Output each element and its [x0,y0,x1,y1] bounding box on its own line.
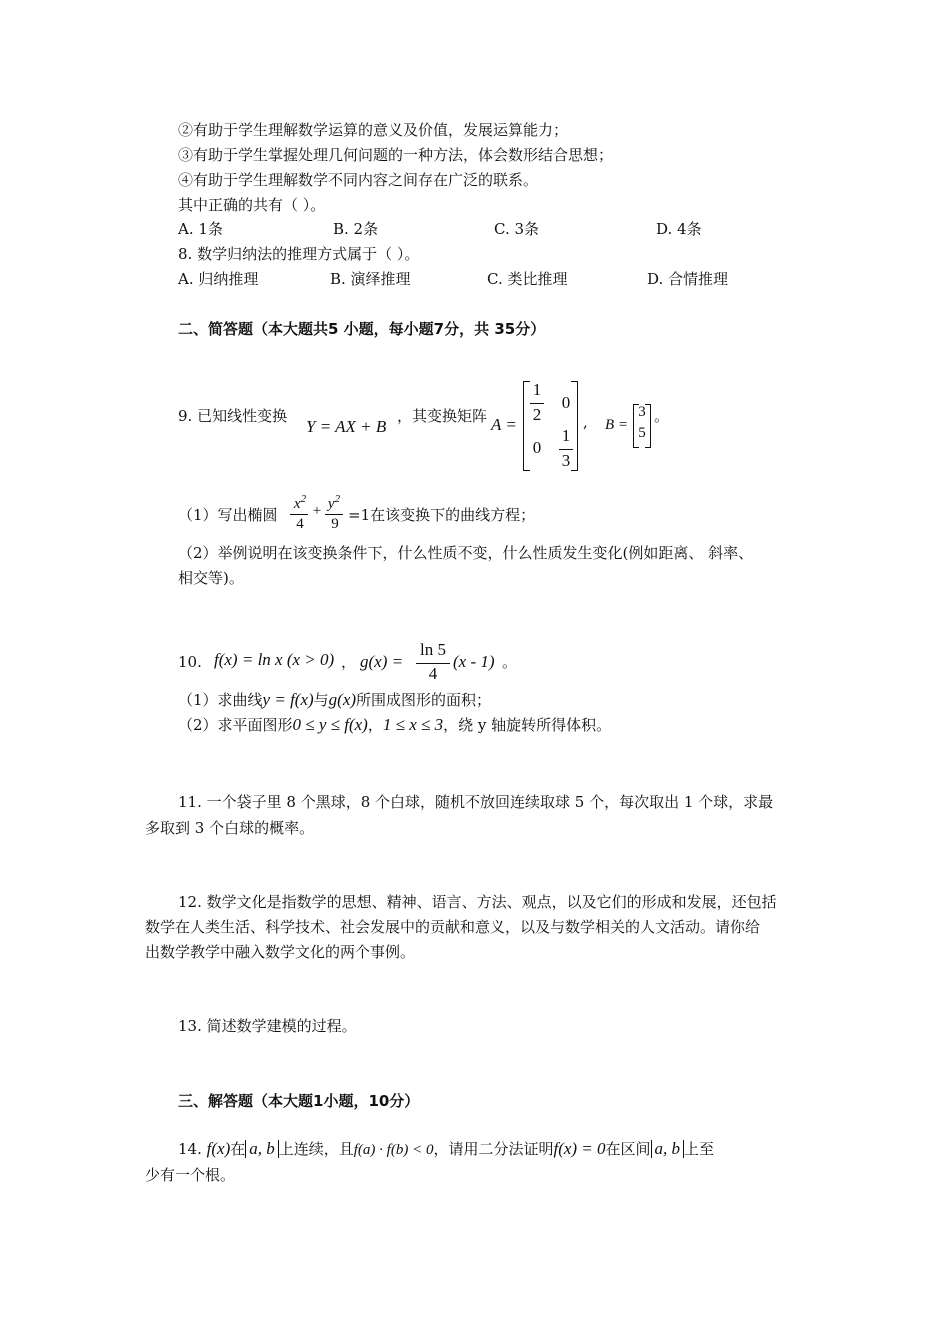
q14-line2: 少有一个根。 [145,1166,236,1184]
matrix-b-1: 3 [638,404,646,420]
matrix-b-2: 5 [638,425,646,441]
section-2-title: 二、简答题（本大题共5 小题，每小题7分，共 35分） [178,320,546,338]
q9-part2-line2: 相交等)。 [178,569,244,587]
q7-choice-a: A. 1条 [178,220,223,238]
matrix-a-21: 0 [532,438,542,457]
matrix-a-11-num: 1 [532,380,542,399]
q10-g-den: 4 [428,664,438,683]
q9-part2-line1: （2）举例说明在该变换条件下，什么性质不变，什么性质发生变化(例如距离、 斜率、 [178,544,754,562]
matrix-a-22-num: 1 [561,426,571,445]
matrix-a-12: 0 [561,393,571,412]
q9-part1-suffix: =1在该变换下的曲线方程； [348,506,536,524]
q10-part1: （1）求曲线y = f(x)与g(x)所围成图形的面积； [178,690,492,709]
matrix-a-label: A = [491,415,517,434]
interval-1: a, b [245,1140,279,1158]
question-7-ask: 其中正确的共有（ ）。 [178,196,326,214]
q7-choice-b: B. 2条 [333,220,379,238]
q10-g-num: ln 5 [420,640,446,659]
q9-mid: ，其变换矩阵 [397,407,488,425]
q12-line1: 12. 数学文化是指数学的思想、精神、语言、方法、观点，以及它们的形成和发展，还包括 [178,893,777,911]
ellipse-x-den: 4 [296,516,304,532]
q9-part1-prefix: （1）写出椭圆 [178,506,278,524]
q9-prefix: 9. 已知线性变换 [178,407,288,425]
q8-choice-d: D. 合情推理 [647,270,729,288]
q12-line3: 出数学教学中融入数学文化的两个事例。 [145,943,416,961]
q9-end: 。 [654,407,670,425]
ellipse-x-num: $x^2$ [293,493,307,512]
q9-formula: Y = AX + B [306,417,387,436]
ellipse-y-den: 9 [331,516,339,532]
q9-comma: , [583,413,588,431]
q8-choice-c: C. 类比推理 [487,270,568,288]
q10-prefix: 10. [178,653,202,671]
question-8-stem: 8. 数学归纳法的推理方式属于（ ）。 [178,245,420,263]
q10-end: 。 [502,653,518,671]
q10-f-definition: f(x) = ln x (x > 0) [214,650,335,669]
q11-line1: 11. 一个袋子里 8 个黑球，8 个白球，随机不放回连续取球 5 个，每次取出 1 个球，求最 [178,793,774,811]
q8-choice-b: B. 演绎推理 [330,270,411,288]
matrix-a-22-bar [559,449,573,450]
ellipse-x-bar [290,514,308,515]
matrix-a-11-bar [530,403,544,404]
ellipse-plus: + [312,503,322,519]
q13-text: 13. 简述数学建模的过程。 [178,1017,357,1035]
matrix-b-label: B = [605,417,629,433]
q12-line2: 数学在人类生活、科学技术、社会发展中的贡献和意义，以及与数学相关的人文活动。请你给 [145,918,761,936]
matrix-a-left-bracket [523,381,530,471]
option-item-3: ③有助于学生掌握处理几何问题的一种方法，体会数形结合思想； [178,146,614,164]
q7-choice-d: D. 4条 [656,220,702,238]
section-3-title: 三、解答题（本大题1小题，10分） [178,1092,420,1110]
q14-line1: 14. f(x)在 a, b 上连续，且f(a) · f(b) < 0，请用二分法证明f(x) = 0在区间 a, b 上至 [178,1139,715,1158]
ellipse-y-bar [325,514,343,515]
option-item-2: ②有助于学生理解数学运算的意义及价值，发展运算能力； [178,121,569,139]
q10-part2: （2）求平面图形0 ≤ y ≤ f(x)，1 ≤ x ≤ 3，绕 y 轴旋转所得体积。 [178,715,612,734]
q10-comma: ， [341,653,357,671]
q7-choice-c: C. 3条 [494,220,540,238]
ellipse-y-num: $y^2$ [327,493,341,512]
interval-2: a, b [651,1140,685,1158]
q8-choice-a: A. 归纳推理 [178,270,259,288]
matrix-a-11-den: 2 [532,405,542,424]
q11-line2: 多取到 3 个白球的概率。 [145,819,315,837]
matrix-a-22-den: 3 [561,451,571,470]
q10-g-rhs: (x - 1) [453,652,495,671]
q10-g-lhs: g(x) = [360,652,404,671]
option-item-4: ④有助于学生理解数学不同内容之间存在广泛的联系。 [178,171,539,189]
